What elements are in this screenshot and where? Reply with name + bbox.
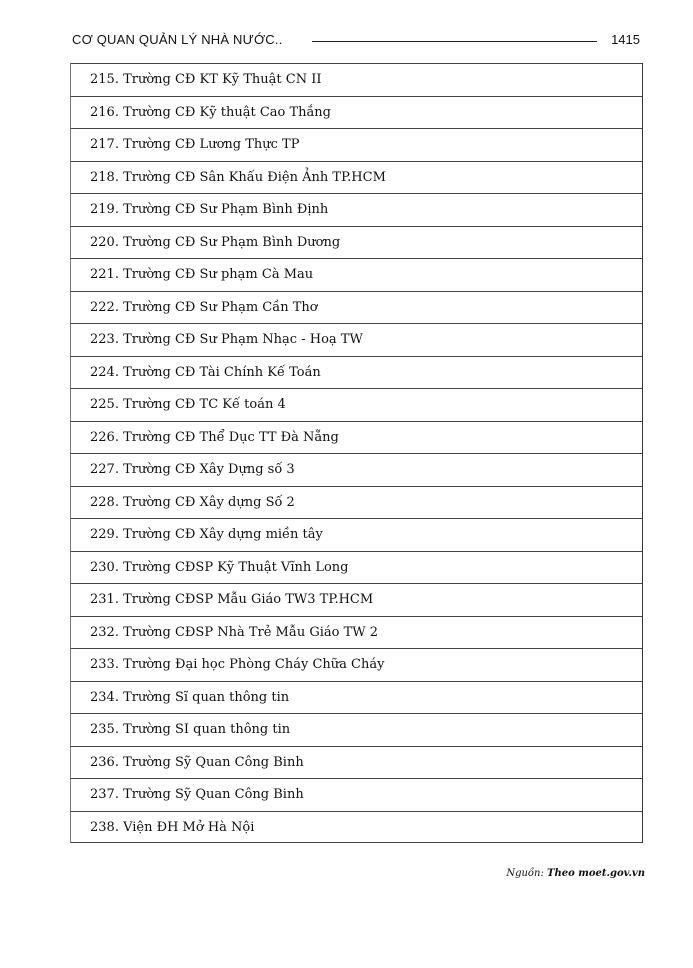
table-row: 225. Trường CĐ TC Kế toán 4 — [70, 388, 642, 421]
institution-table — [70, 63, 643, 843]
table-row: 230. Trường CĐSP Kỹ Thuật Vĩnh Long — [70, 551, 642, 584]
table-row: 215. Trường CĐ KT Kỹ Thuật CN II — [70, 63, 642, 96]
source-value: Theo moet.gov.vn — [547, 868, 645, 879]
table-row: 236. Trường Sỹ Quan Công Binh — [70, 746, 642, 779]
table-row: 216. Trường CĐ Kỹ thuật Cao Thắng — [70, 96, 642, 129]
table-row: 238. Viện ĐH Mở Hà Nội — [70, 811, 642, 844]
table-row: 233. Trường Đại học Phòng Cháy Chữa Cháy — [70, 648, 642, 681]
table-row: 220. Trường CĐ Sư Phạm Bình Dương — [70, 226, 642, 259]
table-row: 227. Trường CĐ Xây Dựng số 3 — [70, 453, 642, 486]
table-row: 224. Trường CĐ Tài Chính Kế Toán — [70, 356, 642, 389]
table-row: 218. Trường CĐ Sân Khấu Điện Ảnh TP.HCM — [70, 161, 642, 194]
running-title: CƠ QUAN QUẢN LÝ NHÀ NƯỚC.. — [72, 32, 283, 47]
table-row: 222. Trường CĐ Sư Phạm Cần Thơ — [70, 291, 642, 324]
table-row: 235. Trường SI quan thông tin — [70, 713, 642, 746]
table-row: 234. Trường Sĩ quan thông tin — [70, 681, 642, 714]
table-row: 232. Trường CĐSP Nhà Trẻ Mẫu Giáo TW 2 — [70, 616, 642, 649]
source-note — [506, 868, 645, 879]
table-row: 223. Trường CĐ Sư Phạm Nhạc - Hoạ TW — [70, 323, 642, 356]
table-row: 237. Trường Sỹ Quan Công Binh — [70, 778, 642, 811]
table-row: 229. Trường CĐ Xây dựng miền tây — [70, 518, 642, 551]
header-rule — [312, 41, 597, 42]
page-number: 1415 — [611, 32, 640, 47]
table-row: 217. Trường CĐ Lương Thực TP — [70, 128, 642, 161]
table-row: 221. Trường CĐ Sư phạm Cà Mau — [70, 258, 642, 291]
page-header — [72, 30, 640, 52]
source-label: Nguồn: — [506, 868, 544, 879]
table-row: 219. Trường CĐ Sư Phạm Bình Định — [70, 193, 642, 226]
table-row: 226. Trường CĐ Thể Dục TT Đà Nẵng — [70, 421, 642, 454]
table-row: 228. Trường CĐ Xây dựng Số 2 — [70, 486, 642, 519]
table-row: 231. Trường CĐSP Mẫu Giáo TW3 TP.HCM — [70, 583, 642, 616]
